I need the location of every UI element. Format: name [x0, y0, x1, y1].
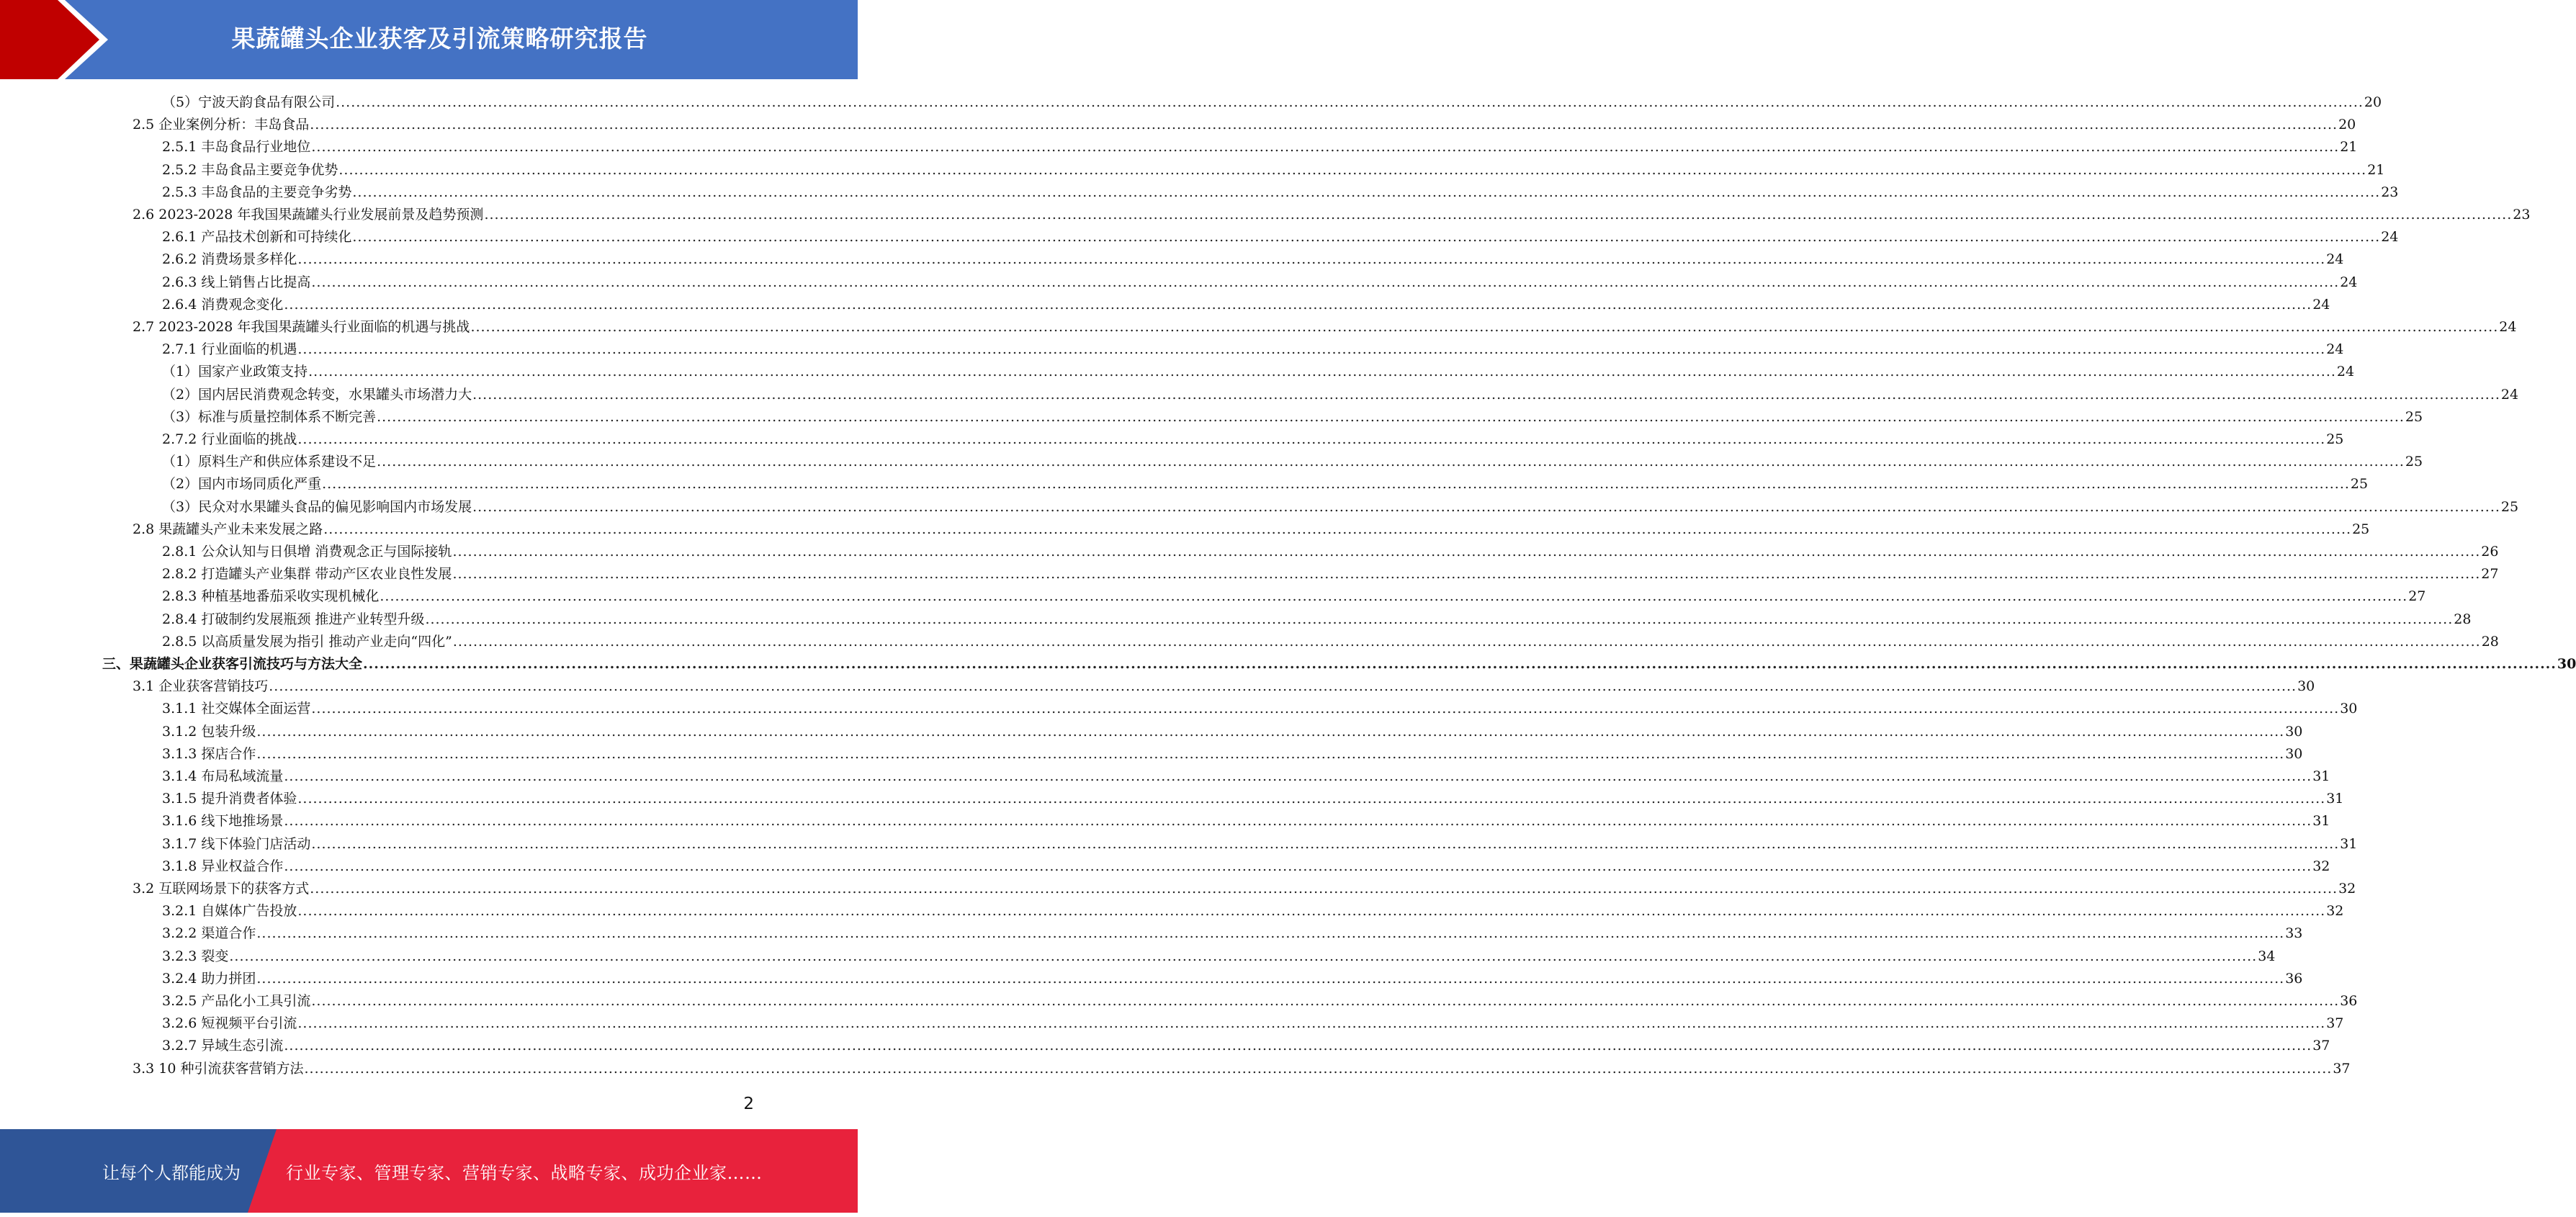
toc-entry[interactable] — [162, 698, 2358, 720]
toc-entry[interactable] — [162, 1035, 2330, 1057]
toc-entry-page: 25 — [2350, 476, 2369, 492]
report-title: 果蔬罐头企业获客及引流策略研究报告 — [231, 24, 648, 53]
toc-entry[interactable] — [162, 428, 2344, 451]
toc-entry-title: 2.7.1 行业面临的机遇 — [162, 341, 297, 357]
toc-entry-title: 2.7 2023-2028 年我国果蔬罐头行业面临的机遇与挑战 — [133, 319, 470, 335]
toc-entry-page: 37 — [2326, 1015, 2344, 1031]
toc-entry[interactable] — [162, 631, 2499, 653]
toc-entry[interactable] — [162, 361, 2355, 383]
toc-entry-page: 30 — [2285, 724, 2303, 740]
toc-entry-title: （5）宁波天韵食品有限公司 — [162, 94, 336, 110]
toc-dot-leader: ................................................................................................................................................................................................................................................................................................................................................................................................................ — [256, 971, 2285, 987]
toc-dot-leader: ................................................................................................................................................................................................................................................................................................................................................................................................................ — [297, 251, 2326, 267]
toc-dot-leader: ................................................................................................................................................................................................................................................................................................................................................................................................................ — [352, 184, 2381, 200]
toc-entry-title: 3.2.2 渠道合作 — [162, 925, 256, 941]
toc-entry-page: 31 — [2326, 791, 2344, 807]
toc-entry-title: 2.6.3 线上销售占比提高 — [162, 274, 311, 290]
toc-entry[interactable] — [102, 653, 2576, 675]
toc-dot-leader: ................................................................................................................................................................................................................................................................................................................................................................................................................ — [311, 836, 2340, 852]
toc-entry[interactable] — [133, 518, 2370, 541]
toc-entry-title: 2.8 果蔬罐头产业未来发展之路 — [133, 521, 323, 537]
toc-dot-leader: ................................................................................................................................................................................................................................................................................................................................................................................................................ — [310, 117, 2338, 133]
toc-dot-leader: ................................................................................................................................................................................................................................................................................................................................................................................................................ — [311, 993, 2340, 1009]
toc-dot-leader: ................................................................................................................................................................................................................................................................................................................................................................................................................ — [311, 139, 2340, 155]
toc-dot-leader: ................................................................................................................................................................................................................................................................................................................................................................................................................ — [284, 297, 2312, 313]
toc-entry[interactable] — [162, 900, 2344, 922]
toc-entry[interactable] — [162, 968, 2303, 990]
toc-entry[interactable] — [162, 833, 2358, 856]
toc-entry-page: 24 — [2326, 251, 2344, 267]
toc-entry[interactable] — [133, 878, 2356, 900]
toc-dot-leader: ................................................................................................................................................................................................................................................................................................................................................................................................................ — [311, 274, 2340, 290]
toc-entry-title: 2.6.1 产品技术创新和可持续化 — [162, 229, 352, 245]
toc-entry-title: 3.1 企业获客营销技巧 — [133, 678, 269, 694]
toc-entry[interactable] — [162, 496, 2519, 518]
toc-entry-title: （1）国家产业政策支持 — [162, 364, 308, 380]
toc-entry-page: 34 — [2258, 948, 2276, 964]
toc-entry-page: 21 — [2340, 139, 2358, 155]
toc-entry[interactable] — [162, 136, 2358, 158]
toc-dot-leader: ................................................................................................................................................................................................................................................................................................................................................................................................................ — [284, 768, 2312, 784]
toc-entry-page: 30 — [2557, 656, 2576, 672]
toc-entry-page: 23 — [2381, 184, 2399, 200]
toc-entry[interactable] — [162, 451, 2423, 473]
toc-entry-page: 36 — [2285, 971, 2303, 987]
toc-dot-leader: ................................................................................................................................................................................................................................................................................................................................................................................................................ — [297, 341, 2326, 357]
toc-dot-leader: ................................................................................................................................................................................................................................................................................................................................................................................................................ — [284, 858, 2312, 874]
toc-dot-leader: ................................................................................................................................................................................................................................................................................................................................................................................................................ — [452, 566, 2481, 582]
toc-dot-leader: ................................................................................................................................................................................................................................................................................................................................................................................................................ — [472, 387, 2500, 403]
toc-dot-leader: ................................................................................................................................................................................................................................................................................................................................................................................................................ — [452, 634, 2481, 650]
toc-entry-page: 24 — [2340, 274, 2358, 290]
toc-entry-page: 21 — [2367, 162, 2385, 178]
toc-entry-page: 32 — [2338, 881, 2356, 897]
toc-entry-page: 25 — [2500, 499, 2519, 515]
toc-dot-leader: ................................................................................................................................................................................................................................................................................................................................................................................................................ — [284, 1038, 2312, 1054]
toc-dot-leader: ................................................................................................................................................................................................................................................................................................................................................................................................................ — [308, 364, 2336, 380]
toc-entry-title: 3.1.3 探店合作 — [162, 746, 256, 762]
toc-entry-page: 28 — [2454, 611, 2472, 627]
toc-dot-leader: ................................................................................................................................................................................................................................................................................................................................................................................................................ — [323, 521, 2352, 537]
toc-entry[interactable] — [162, 743, 2303, 765]
toc-entry-page: 30 — [2340, 701, 2358, 717]
toc-entry[interactable] — [162, 159, 2385, 181]
toc-dot-leader: ................................................................................................................................................................................................................................................................................................................................................................................................................ — [297, 903, 2326, 919]
toc-entry[interactable] — [162, 810, 2330, 832]
toc-entry-title: 3.1.2 包装升级 — [162, 724, 256, 740]
toc-dot-leader: ................................................................................................................................................................................................................................................................................................................................................................................................................ — [297, 431, 2326, 447]
toc-entry-page: 24 — [2336, 364, 2355, 380]
toc-entry[interactable] — [162, 226, 2399, 248]
toc-entry-page: 24 — [2326, 341, 2344, 357]
toc-entry-page: 25 — [2405, 409, 2423, 425]
toc-entry-title: 3.2.6 短视频平台引流 — [162, 1015, 297, 1031]
toc-entry[interactable] — [133, 316, 2517, 338]
toc-entry[interactable] — [133, 114, 2356, 136]
toc-entry-title: 2.5 企业案例分析：丰岛食品 — [133, 117, 310, 133]
toc-entry[interactable] — [162, 765, 2330, 788]
toc-entry-title: 3.2.4 助力拼团 — [162, 971, 256, 987]
footer-slogan-roles: 行业专家、管理专家、营销专家、战略专家、成功企业家…… — [286, 1163, 763, 1183]
toc-dot-leader: ................................................................................................................................................................................................................................................................................................................................................................................................................ — [452, 544, 2481, 560]
toc-dot-leader: ................................................................................................................................................................................................................................................................................................................................................................................................................ — [377, 409, 2405, 425]
toc-entry-page: 32 — [2312, 858, 2330, 874]
toc-dot-leader: ................................................................................................................................................................................................................................................................................................................................................................................................................ — [256, 724, 2285, 740]
toc-entry-page: 28 — [2481, 634, 2499, 650]
footer-slogan-lead: 让每个人都能成为 — [102, 1163, 241, 1183]
toc-entry-page: 30 — [2297, 678, 2315, 694]
toc-entry-title: （1）原料生产和供应体系建设不足 — [162, 454, 377, 470]
toc-dot-leader: ................................................................................................................................................................................................................................................................................................................................................................................................................ — [380, 588, 2408, 604]
toc-dot-leader: ................................................................................................................................................................................................................................................................................................................................................................................................................ — [470, 319, 2499, 335]
toc-entry-title: 2.8.3 种植基地番茄采收实现机械化 — [162, 588, 380, 604]
toc-entry-page: 27 — [2408, 588, 2426, 604]
toc-entry[interactable] — [162, 248, 2344, 271]
toc-entry-title: 3.1.7 线下体验门店活动 — [162, 836, 311, 852]
toc-entry-title: 3.2.3 裂变 — [162, 948, 229, 964]
toc-entry-title: 3.1.5 提升消费者体验 — [162, 791, 297, 807]
toc-entry-page: 30 — [2285, 746, 2303, 762]
toc-entry[interactable] — [162, 181, 2399, 204]
toc-entry-page: 24 — [2499, 319, 2517, 335]
toc-entry[interactable] — [162, 922, 2303, 945]
toc-entry-page: 24 — [2312, 297, 2330, 313]
toc-entry[interactable] — [162, 294, 2330, 316]
toc-entry-title: 2.6 2023-2028 年我国果蔬罐头行业发展前景及趋势预测 — [133, 207, 484, 223]
toc-entry-title: 3.2.7 异域生态引流 — [162, 1038, 284, 1054]
toc-entry-title: 3.2.5 产品化小工具引流 — [162, 993, 311, 1009]
toc-entry-page: 23 — [2513, 207, 2531, 223]
toc-entry-page: 37 — [2312, 1038, 2330, 1054]
toc-entry[interactable] — [133, 1058, 2351, 1080]
toc-entry-page: 37 — [2333, 1061, 2351, 1077]
toc-entry[interactable] — [162, 338, 2344, 361]
page-number: 2 — [743, 1095, 754, 1113]
toc-dot-leader: ................................................................................................................................................................................................................................................................................................................................................................................................................ — [297, 1015, 2326, 1031]
toc-dot-leader: ................................................................................................................................................................................................................................................................................................................................................................................................................ — [297, 791, 2326, 807]
toc-entry[interactable] — [162, 946, 2276, 968]
toc-dot-leader: ................................................................................................................................................................................................................................................................................................................................................................................................................ — [229, 948, 2258, 964]
toc-dot-leader: ................................................................................................................................................................................................................................................................................................................................................................................................................ — [352, 229, 2381, 245]
toc-dot-leader: ................................................................................................................................................................................................................................................................................................................................................................................................................ — [304, 1061, 2333, 1077]
toc-entry-page: 31 — [2312, 813, 2330, 829]
toc-entry[interactable] — [162, 721, 2303, 743]
toc-entry-title: 2.6.2 消费场景多样化 — [162, 251, 297, 267]
toc-entry[interactable] — [162, 585, 2426, 608]
toc-entry-title: 3.2.1 自媒体广告投放 — [162, 903, 297, 919]
toc-dot-leader: ................................................................................................................................................................................................................................................................................................................................................................................................................ — [284, 813, 2312, 829]
page-header — [0, 0, 858, 79]
toc-dot-leader: ................................................................................................................................................................................................................................................................................................................................................................................................................ — [484, 207, 2513, 223]
toc-entry[interactable] — [162, 608, 2472, 631]
toc-entry-page: 25 — [2326, 431, 2344, 447]
toc-entry[interactable] — [162, 271, 2358, 294]
toc-dot-leader: ................................................................................................................................................................................................................................................................................................................................................................................................................ — [338, 162, 2367, 178]
toc-dot-leader: ................................................................................................................................................................................................................................................................................................................................................................................................................ — [269, 678, 2297, 694]
toc-entry-page: 25 — [2405, 454, 2423, 470]
toc-entry[interactable] — [162, 541, 2499, 563]
page-footer — [0, 1129, 858, 1213]
toc-entry[interactable] — [162, 856, 2330, 878]
toc-entry-page: 36 — [2340, 993, 2358, 1009]
toc-entry-page: 24 — [2500, 387, 2519, 403]
toc-entry[interactable] — [162, 473, 2369, 495]
toc-entry-title: 2.7.2 行业面临的挑战 — [162, 431, 297, 447]
toc-entry-title: 3.2 互联网场景下的获客方式 — [133, 881, 310, 897]
toc-entry-page: 31 — [2340, 836, 2358, 852]
toc-entry-title: 2.8.4 打破制约发展瓶颈 推进产业转型升级 — [162, 611, 425, 627]
toc-entry-title: 3.1.4 布局私域流量 — [162, 768, 284, 784]
toc-entry-title: 2.5.2 丰岛食品主要竞争优势 — [162, 162, 338, 178]
toc-entry-page: 32 — [2326, 903, 2344, 919]
toc-entry-title: 2.6.4 消费观念变化 — [162, 297, 284, 313]
toc-entry[interactable] — [162, 406, 2423, 428]
toc-dot-leader: ................................................................................................................................................................................................................................................................................................................................................................................................................ — [311, 701, 2340, 717]
toc-entry-title: 2.5.3 丰岛食品的主要竞争劣势 — [162, 184, 352, 200]
toc-entry-title: 3.3 10 种引流获客营销方法 — [133, 1061, 304, 1077]
toc-entry-title: （3）标准与质量控制体系不断完善 — [162, 409, 377, 425]
toc-entry-title: （2）国内市场同质化严重 — [162, 476, 322, 492]
toc-entry-page: 33 — [2285, 925, 2303, 941]
toc-entry-title: 2.8.5 以高质量发展为指引 推动产业走向“四化” — [162, 634, 452, 650]
toc-entry-title: 三、果蔬罐头企业获客引流技巧与方法大全 — [102, 656, 363, 672]
toc-entry-title: 2.8.1 公众认知与日俱增 消费观念正与国际接轨 — [162, 544, 452, 560]
toc-entry-title: 3.1.6 线下地推场景 — [162, 813, 284, 829]
toc-entry-title: 3.1.1 社交媒体全面运营 — [162, 701, 311, 717]
toc-entry-title: 2.5.1 丰岛食品行业地位 — [162, 139, 311, 155]
toc-entry-page: 24 — [2381, 229, 2399, 245]
toc-entry[interactable] — [162, 384, 2519, 406]
toc-entry-page: 20 — [2364, 94, 2382, 110]
toc-dot-leader: ................................................................................................................................................................................................................................................................................................................................................................................................................ — [322, 476, 2350, 492]
toc-dot-leader: ................................................................................................................................................................................................................................................................................................................................................................................................................ — [425, 611, 2454, 627]
toc-entry-title: 2.8.2 打造罐头产业集群 带动产区农业良性发展 — [162, 566, 452, 582]
toc-dot-leader: ................................................................................................................................................................................................................................................................................................................................................................................................................ — [336, 94, 2364, 110]
toc-entry[interactable] — [162, 91, 2382, 114]
toc-dot-leader: ................................................................................................................................................................................................................................................................................................................................................................................................................ — [256, 925, 2285, 941]
toc-entry-page: 31 — [2312, 768, 2330, 784]
toc-entry-title: 3.1.8 异业权益合作 — [162, 858, 284, 874]
toc-entry-page: 20 — [2338, 117, 2356, 133]
toc-entry-page: 26 — [2481, 544, 2499, 560]
toc-entry[interactable] — [162, 1012, 2344, 1035]
toc-entry[interactable] — [133, 675, 2315, 698]
toc-dot-leader: ................................................................................................................................................................................................................................................................................................................................................................................................................ — [363, 656, 2557, 672]
toc-entry[interactable] — [162, 563, 2499, 585]
toc-dot-leader: ................................................................................................................................................................................................................................................................................................................................................................................................................ — [472, 499, 2500, 515]
toc-entry[interactable] — [133, 204, 2531, 226]
toc-entry[interactable] — [162, 788, 2344, 810]
toc-entry[interactable] — [162, 990, 2358, 1012]
toc-entry-page: 27 — [2481, 566, 2499, 582]
toc-dot-leader: ................................................................................................................................................................................................................................................................................................................................................................................................................ — [377, 454, 2405, 470]
toc-dot-leader: ................................................................................................................................................................................................................................................................................................................................................................................................................ — [310, 881, 2338, 897]
toc-entry-page: 25 — [2352, 521, 2370, 537]
toc-dot-leader: ................................................................................................................................................................................................................................................................................................................................................................................................................ — [256, 746, 2285, 762]
toc-entry-title: （2）国内居民消费观念转变，水果罐头市场潜力大 — [162, 387, 472, 403]
toc-entry-title: （3）民众对水果罐头食品的偏见影响国内市场发展 — [162, 499, 472, 515]
